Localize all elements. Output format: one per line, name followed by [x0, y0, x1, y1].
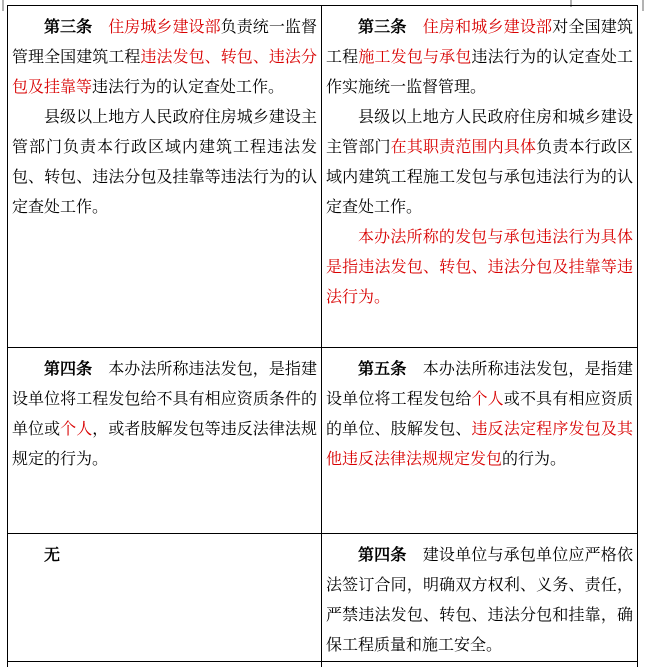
- cell-new-text-article-4: [322, 534, 638, 662]
- body-text: 负责本行政区域内建筑工程施工发包与承包违法行为的认定查处工作。: [326, 139, 633, 216]
- cell-new-text-article-5: [322, 348, 638, 534]
- body-text: 违法行为的认定查处工作实施统一监督管理。: [326, 49, 633, 96]
- article-number-label: 第三条: [358, 19, 423, 36]
- paragraph: [326, 541, 633, 661]
- highlighted-changed-text: 违法发包、转包、违法分包及挂靠等: [12, 49, 317, 96]
- highlighted-changed-text: 违反法定程序发包及其他违反法律法规规定发包: [326, 421, 633, 468]
- paragraph: [12, 103, 317, 223]
- cell-old-text-article-3: [8, 6, 322, 348]
- cell-old-text-article-4: [8, 348, 322, 534]
- cell-new-text-article-3: [322, 6, 638, 348]
- cell-old-text-none: [8, 534, 322, 662]
- body-text: 对全国建筑工程: [326, 19, 633, 66]
- table-row-contract-obligations: [8, 534, 638, 662]
- article-number-label: 第三条: [44, 19, 109, 36]
- margin-gridline-tick: [642, 0, 644, 11]
- body-text: 负责统一监督管理全国建筑工程: [12, 19, 317, 66]
- highlighted-changed-text: 住房和城乡建设部: [422, 19, 553, 36]
- paragraph: [326, 223, 633, 313]
- paragraph: [326, 13, 633, 103]
- body-text: 违法行为的认定查处工作。: [92, 79, 285, 96]
- table-row-clipped: [8, 662, 638, 667]
- margin-gridline-tick: [2, 0, 4, 11]
- article-number-label: 无: [44, 547, 61, 564]
- highlighted-changed-text: 住房城乡建设部: [108, 19, 221, 36]
- highlighted-changed-text: 本办法所称的发包与承包违法行为具体是指违法发包、转包、违法分包及挂靠等违法行为。: [326, 229, 633, 306]
- table-row-illegal-contracting: [8, 348, 638, 534]
- article-number-label: 第五条: [358, 361, 423, 378]
- table-row-article-3: [8, 6, 638, 348]
- highlighted-changed-text: 个人: [60, 421, 93, 438]
- highlighted-changed-text: 施工发包与承包: [358, 49, 472, 66]
- body-text: ，或者肢解发包等违反法律法规规定的行为。: [12, 421, 317, 468]
- body-text: 本办法所称违法发包，是指建设单位将工程发包给: [326, 361, 633, 408]
- paragraph: [12, 541, 317, 571]
- cell-clipped-right: [322, 662, 638, 667]
- paragraph: [12, 13, 317, 103]
- body-text: 县级以上地方人民政府住房和城乡建设主管部门: [326, 109, 633, 156]
- paragraph: [326, 355, 633, 475]
- highlighted-changed-text: 个人: [471, 391, 504, 408]
- cell-clipped-left: [8, 662, 322, 667]
- body-text: 建设单位与承包单位应严格依法签订合同，明确双方权利、义务、责任，严禁违法发包、转包、违法分包和挂靠，确保工程质量和施工安全。: [326, 547, 633, 654]
- article-number-label: 第四条: [44, 361, 109, 378]
- article-number-label: 第四条: [358, 547, 423, 564]
- regulation-comparison-table: [7, 5, 638, 667]
- highlighted-changed-text: 在其职责范围内具体: [390, 139, 537, 156]
- body-text: 县级以上地方人民政府住房城乡建设主管部门负责本行政区域内建筑工程违法发包、转包、违法分包及挂靠等违法行为的认定查处工作。: [12, 109, 317, 216]
- paragraph: [12, 355, 317, 475]
- body-text: 或不具有相应资质的单位、肢解发包、: [326, 391, 633, 438]
- body-text: 本办法所称违法发包，是指建设单位将工程发包给不具有相应资质条件的单位或: [12, 361, 317, 438]
- body-text: 的行为。: [502, 451, 567, 468]
- paragraph: [326, 103, 633, 223]
